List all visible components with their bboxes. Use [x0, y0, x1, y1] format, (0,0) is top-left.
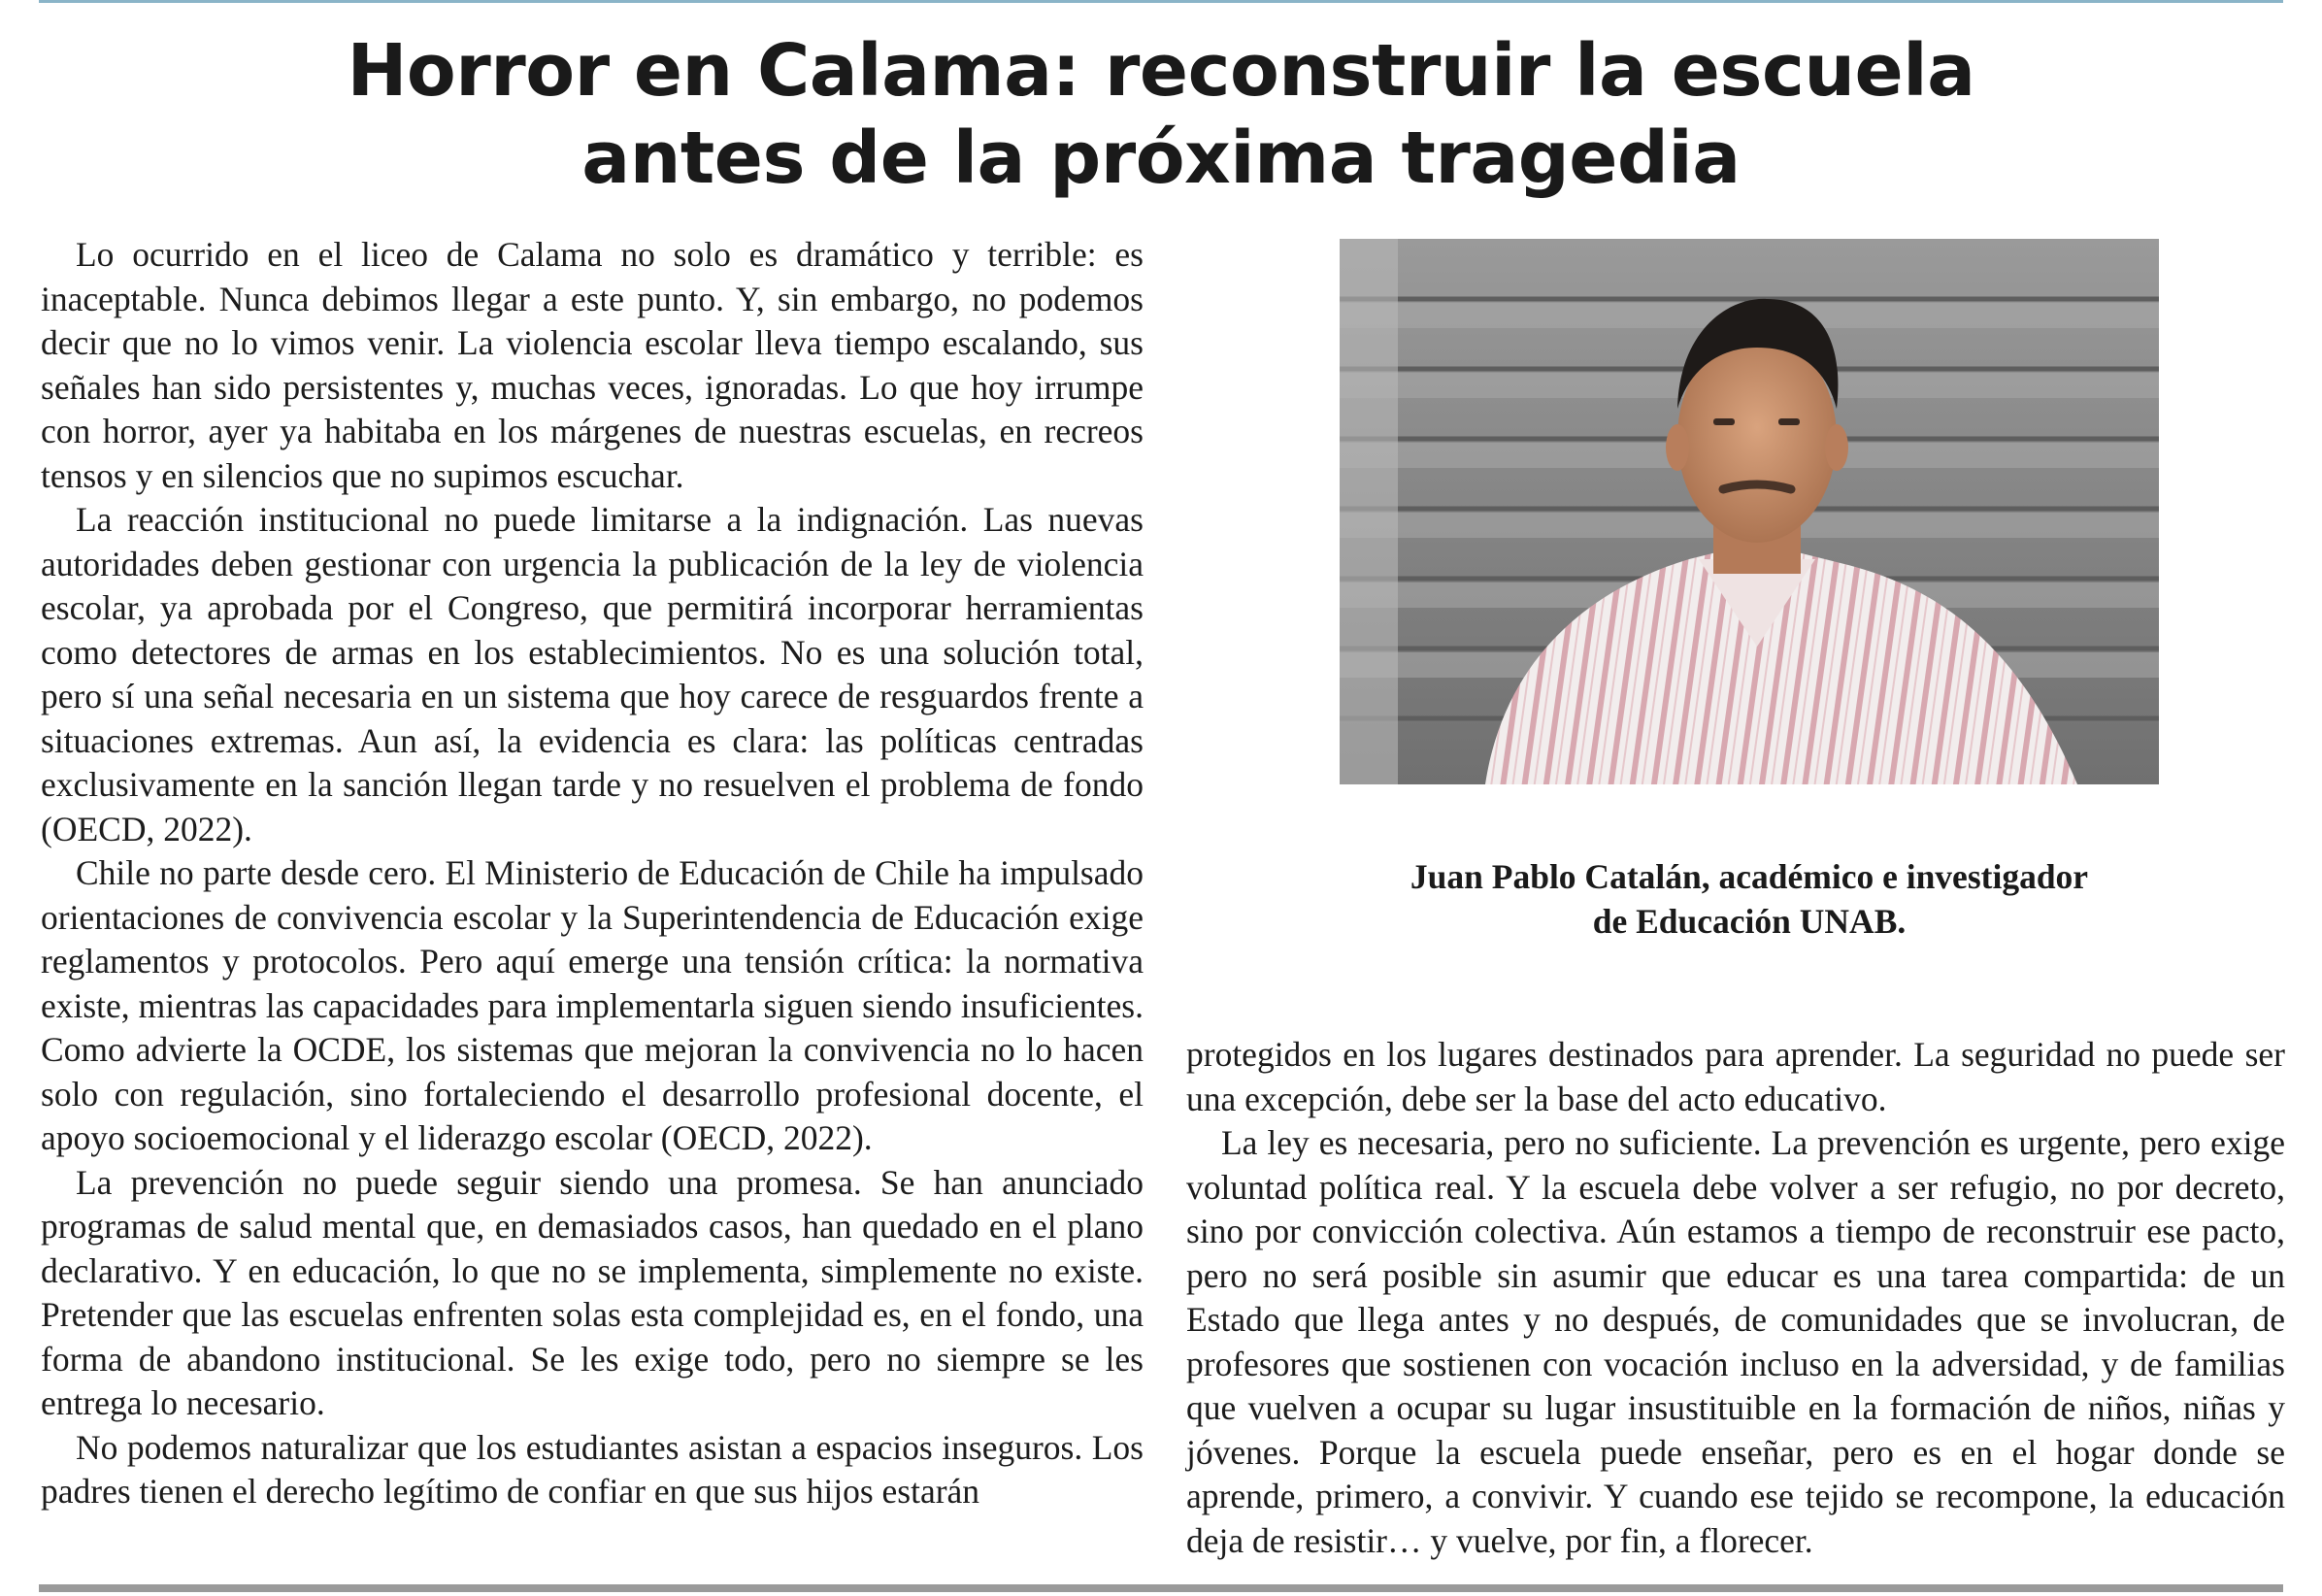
paragraph-5: No podemos naturalizar que los estudiantes asistan a espacios inseguros. Los padres tienen el derecho legítimo de confiar en que sus hijos estarán	[41, 1427, 1144, 1511]
paragraph-4: La prevención no puede seguir siendo una promesa. Se han anunciado programas de salud mental que, en demasiados casos, han quedado en el plano declarativo. Y en educación, lo que no se implementa, simplemente no existe. Pretender que las escuelas enfrenten solas esta complejidad es, en el fondo, una forma de abandono institucional. Se les exige todo, pero no siempre se les entrega lo necesario.	[41, 1162, 1144, 1422]
paragraph-6: protegidos en los lugares destinados para aprender. La seguridad no puede ser una excepción, debe ser la base del acto educativo.	[1186, 1035, 2285, 1118]
headline	[39, 27, 2283, 202]
paragraph-7: La ley es necesaria, pero no suficiente. La prevención es urgente, pero exige voluntad política real. Y la escuela debe volver a ser refugio, no por decreto, sino por convicción colectiva. Aún estamos a tiempo de reconstruir ese pacto, pero no será posible sin asumir que educar es una tarea compartida: de un Estado que llega antes y no después, de comunidades que se involucran, de profesores que sostienen con vocación incluso en la adversidad, y de familias que vuelven a ocupar su lugar insustituible en la formación de niños, niñas y jóvenes. Porque la escuela puede enseñar, pero es en el hogar donde se aprende, primero, a convivir. Y cuando ese tejido se recompone, la educación deja de resistir… y vuelve, por fin, a florecer.	[1186, 1123, 2285, 1560]
paragraph-3: Chile no parte desde cero. El Ministerio de Educación de Chile ha impulsado orientaciones de convivencia escolar y la Superintendencia de Educación exige reglamentos y protocolos. Pero aquí emerge una tensión crítica: la normativa existe, mientras las capacidades para implementarla siguen siendo insuficientes. Como advierte la OCDE, los sistemas que mejoran la convivencia no lo hacen solo con regulación, sino fortaleciendo el desarrollo profesional docente, el apoyo socioemocional y el liderazgo escolar (OECD, 2022).	[41, 853, 1144, 1157]
caption-line-2: de Educación UNAB.	[1592, 902, 1907, 941]
portrait-illustration	[1340, 239, 2159, 784]
caption-line-1: Juan Pablo Catalán, académico e investigador	[1410, 857, 2089, 896]
article-column-right	[1186, 1033, 2285, 1563]
headline-line-2: antes de la próxima tragedia	[581, 116, 1741, 200]
bottom-rule	[39, 1584, 2283, 1592]
photo-caption	[1262, 854, 2237, 944]
paragraph-1: Lo ocurrido en el liceo de Calama no solo es dramático y terrible: es inaceptable. Nunca debimos llegar a este punto. Y, sin embargo, no podemos decir que no lo vimos venir. La violencia escolar lleva tiempo escalando, sus señales han sido persistentes y, muchas veces, ignoradas. Lo que hoy irrumpe con horror, ayer ya habitaba en los márgenes de nuestras escuelas, en recreos tensos y en silencios que no supimos escuchar.	[41, 235, 1144, 495]
paragraph-2: La reacción institucional no puede limitarse a la indignación. Las nuevas autoridades deben gestionar con urgencia la publicación de la ley de violencia escolar, ya aprobada por el Congreso, que permitirá incorporar herramientas como detectores de armas en los establecimientos. No es una solución total, pero sí una señal necesaria en un sistema que hoy carece de resguardos frente a situaciones extremas. Aun así, la evidencia es clara: las políticas centradas exclusivamente en la sanción llegan tarde y no resuelven el problema de fondo (OECD, 2022).	[41, 500, 1144, 848]
portrait-photo	[1340, 239, 2159, 784]
article-column-left	[41, 233, 1144, 1514]
headline-line-1: Horror en Calama: reconstruir la escuela	[347, 29, 1975, 113]
top-rule	[39, 0, 2283, 3]
